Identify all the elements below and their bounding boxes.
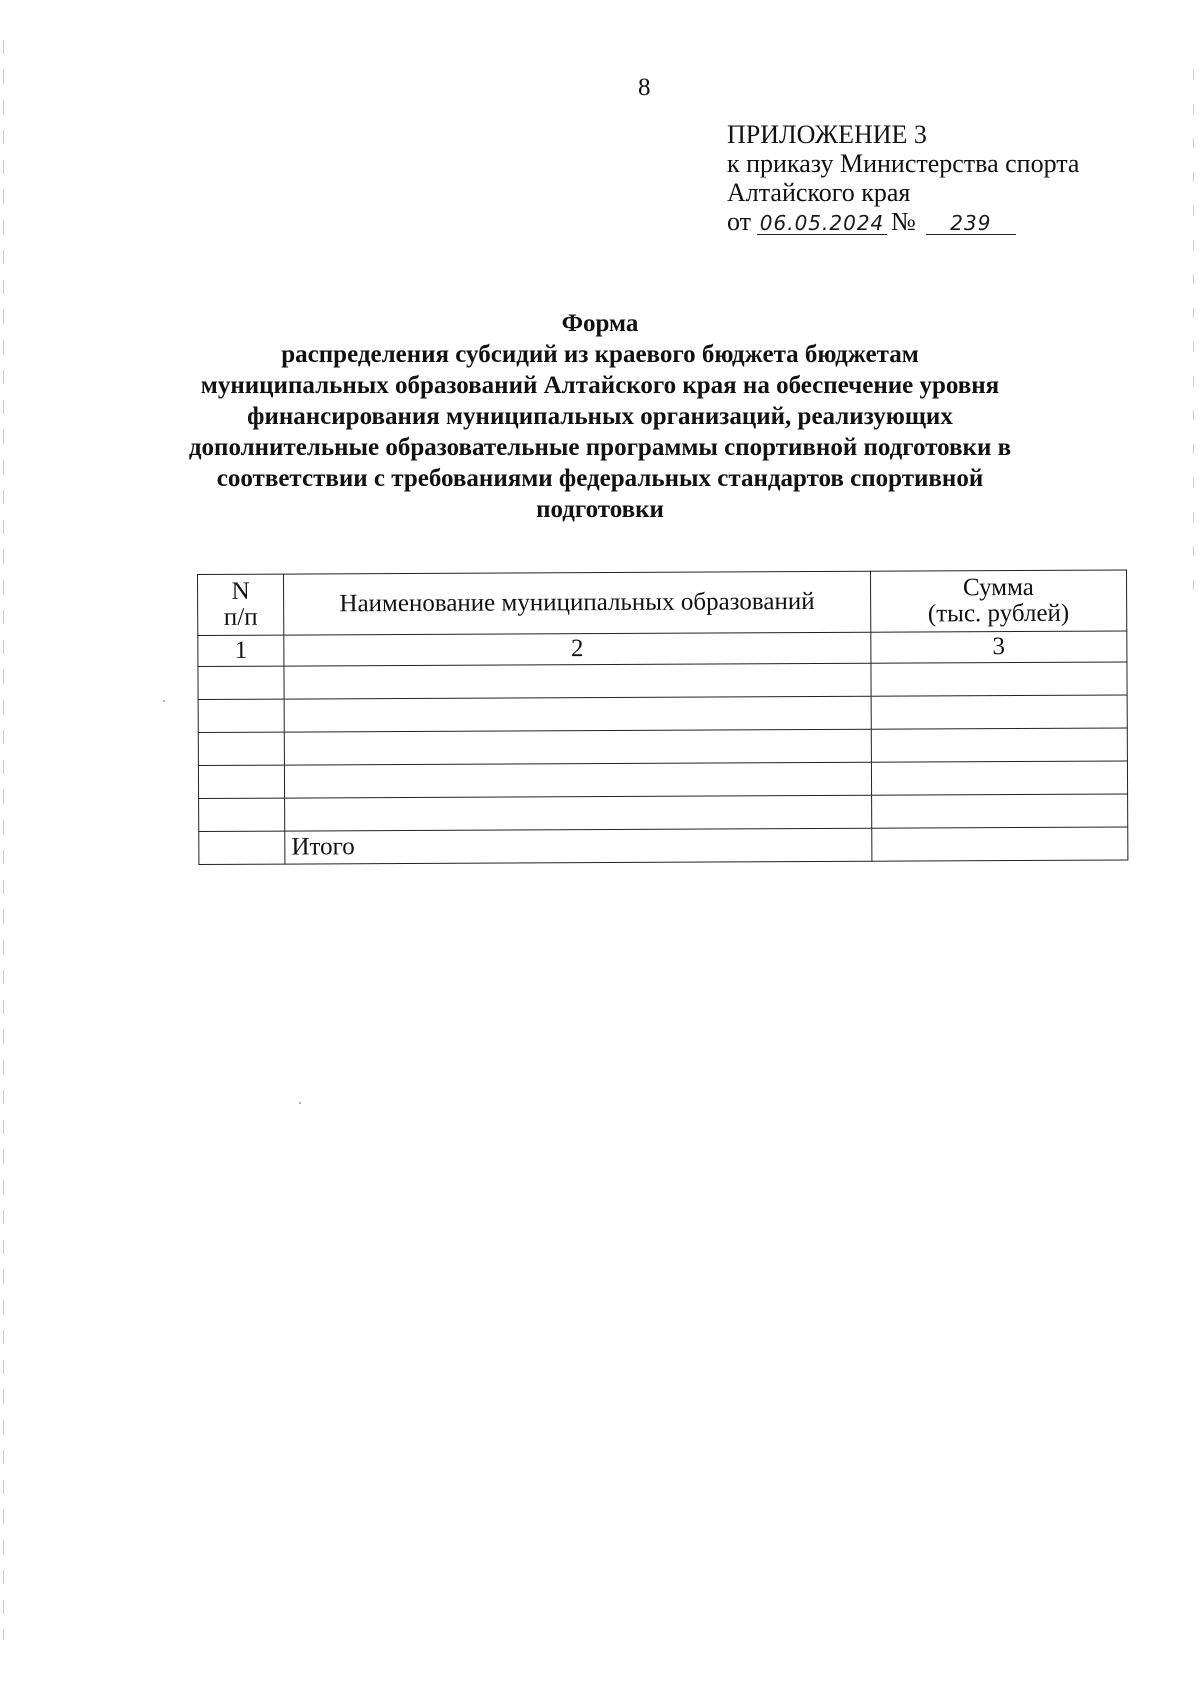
appendix-block bbox=[727, 120, 1079, 236]
table-cell bbox=[198, 765, 284, 798]
title-line: соответствии с требованиями федеральных стандартов спортивной bbox=[216, 465, 984, 492]
title-line: муниципальных образований Алтайского края на обеспечение уровня bbox=[200, 372, 1000, 399]
table-cell bbox=[199, 798, 285, 831]
order-date-handwritten: 06.05.2024 bbox=[757, 212, 887, 235]
title-line: распределения субсидий из краевого бюджета бюджетам bbox=[281, 341, 919, 368]
scan-edge-left bbox=[3, 40, 4, 1640]
table-row bbox=[199, 794, 1128, 832]
table-cell bbox=[284, 696, 871, 732]
distribution-table bbox=[197, 569, 1128, 865]
form-heading: Форма bbox=[561, 310, 639, 337]
number-label: № bbox=[891, 207, 916, 236]
table-cell bbox=[284, 729, 871, 765]
table-header-row bbox=[198, 570, 1127, 636]
title-line: подготовки bbox=[536, 496, 664, 523]
table-row bbox=[198, 761, 1127, 799]
table-row bbox=[198, 695, 1127, 733]
title-line: дополнительные образовательные программы спортивной подготовки в bbox=[188, 434, 1012, 461]
column-number-cell: 3 bbox=[870, 631, 1126, 663]
order-reference bbox=[727, 207, 1079, 236]
from-label: от bbox=[727, 207, 752, 236]
page-number: 8 bbox=[638, 74, 651, 101]
header-sum-line: (тыс. рублей) bbox=[927, 599, 1070, 628]
header-number-line: п/п bbox=[223, 603, 258, 631]
table-cell bbox=[871, 695, 1127, 729]
table-cell bbox=[199, 831, 285, 864]
scan-speck bbox=[163, 700, 165, 702]
table-row bbox=[198, 728, 1127, 766]
total-row bbox=[199, 827, 1128, 865]
order-number-handwritten: 239 bbox=[926, 212, 1016, 235]
total-label: Итого bbox=[285, 828, 872, 864]
table-cell bbox=[284, 663, 871, 699]
table-cell bbox=[198, 666, 284, 699]
header-number-line: N bbox=[231, 577, 250, 605]
appendix-title: ПРИЛОЖЕНИЕ 3 bbox=[727, 120, 927, 149]
appendix-line-1: к приказу Министерства спорта bbox=[727, 149, 1080, 178]
header-sum-line: Сумма bbox=[962, 573, 1034, 602]
total-sum-cell bbox=[871, 827, 1127, 861]
table-cell bbox=[198, 732, 284, 765]
table-cell bbox=[871, 761, 1127, 795]
appendix-line-2: Алтайского края bbox=[727, 178, 911, 207]
header-number bbox=[198, 574, 284, 635]
table-cell bbox=[198, 699, 284, 732]
column-number-row bbox=[198, 631, 1127, 667]
table-cell bbox=[871, 728, 1127, 762]
header-name: Наименование муниципальных образований bbox=[284, 571, 871, 635]
header-sum bbox=[870, 570, 1127, 632]
table-cell bbox=[285, 762, 872, 798]
table-row bbox=[198, 662, 1127, 700]
table-cell bbox=[871, 662, 1127, 696]
scan-edge-right bbox=[1193, 70, 1194, 590]
table-cell bbox=[285, 795, 872, 831]
title-line: финансирования муниципальных организаций, реализующих bbox=[247, 403, 953, 430]
table-cell bbox=[871, 794, 1127, 828]
column-number-cell: 1 bbox=[198, 635, 284, 666]
column-number-cell: 2 bbox=[284, 632, 871, 666]
form-title bbox=[150, 308, 1050, 525]
scan-speck bbox=[299, 1102, 301, 1104]
